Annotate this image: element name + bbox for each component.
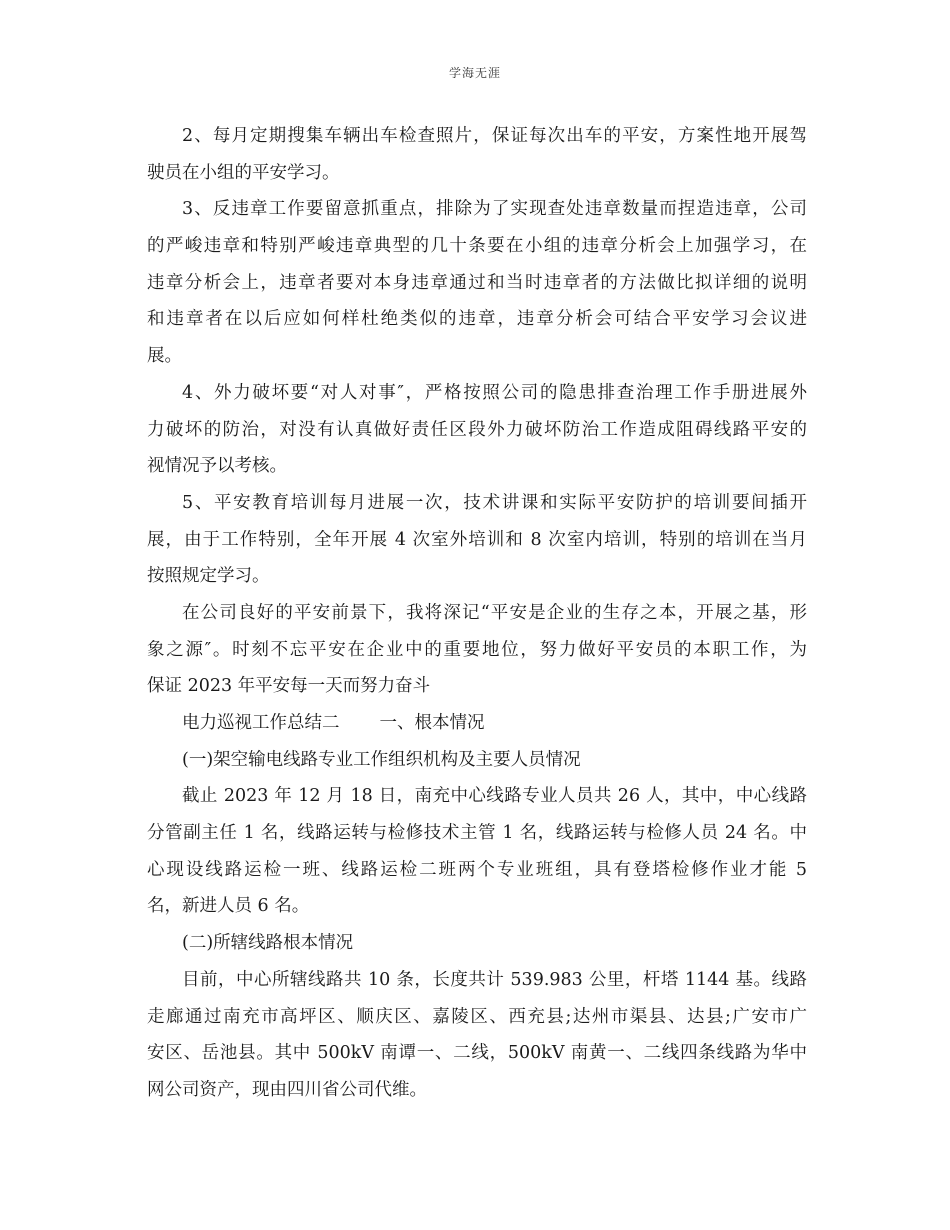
paragraph-line: 力破坏的防治，对没有认真做好责任区段外力破坏防治工作造成阻碍线路平安的: [147, 419, 807, 440]
paragraph-line: 2、每月定期搜集车辆出车检查照片，保证每次出车的平安，方案性地开展驾: [182, 126, 807, 146]
paragraph-line: 目前，中心所辖线路共 10 条，长度共计 539.983 公里，杆塔 1144 基。线路: [182, 969, 807, 990]
paragraph-line: 在公司良好的平安前景下，我将深记“平安是企业的生存之本，开展之基，形: [182, 602, 807, 623]
paragraph-line: 名，新进人员 6 名。: [147, 896, 310, 917]
paragraph-line: 走廊通过南充市高坪区、顺庆区、嘉陵区、西充县;达州市渠县、达县;广安市广: [147, 1006, 807, 1027]
paragraph-line: 5、平安教育培训每月进展一次，技术讲课和实际平安防护的培训要间插开: [182, 492, 807, 513]
section-subtitle: 一、根本情况: [379, 713, 485, 733]
paragraph-line: 4、外力破坏要“对人对事″，严格按照公司的隐患排查治理工作手册进展外: [182, 382, 807, 403]
paragraph-line: 网公司资产，现由四川省公司代维。: [147, 1079, 427, 1100]
document-body: [147, 118, 807, 1109]
paragraph-line: 截止 2023 年 12 月 18 日，南充中心线路专业人员共 26 人，其中，中心线路: [182, 786, 807, 807]
subsection-heading: (一)架空输电线路专业工作组织机构及主要人员情况: [182, 749, 581, 770]
paragraph-line: 和违章者在以后应如何样杜绝类似的违章，违章分析会可结合平安学习会议进: [147, 309, 807, 330]
paragraph-line: 的严峻违章和特别严峻违章典型的几十条要在小组的违章分析会上加强学习，在: [147, 236, 807, 257]
subsection-heading: (二)所辖线路根本情况: [182, 933, 354, 954]
paragraph-line: 展，由于工作特别，全年开展 4 次室外培训和 8 次室内培训，特别的培训在当月: [147, 529, 807, 550]
paragraph-line: 按照规定学习。: [147, 566, 270, 587]
paragraph-line: 保证 2023 年平安每一天而努力奋斗: [147, 676, 431, 697]
page-header: 学海无涯: [448, 66, 501, 80]
section-heading-line: [147, 705, 807, 742]
paragraph-line: 展。: [147, 346, 182, 367]
paragraph-line: 驶员在小组的平安学习。: [147, 162, 340, 183]
paragraph-line: 分管副主任 1 名，线路运转与检修技术主管 1 名，线路运转与检修人员 24 名。中: [147, 823, 807, 844]
section-title: 电力巡视工作总结二: [182, 713, 340, 733]
paragraph-line: 象之源″。时刻不忘平安在企业中的重要地位，努力做好平安员的本职工作，为: [147, 639, 807, 660]
paragraph-line: 心现设线路运检一班、线路运检二班两个专业班组，具有登塔检修作业才能 5: [147, 859, 807, 880]
paragraph-line: 3、反违章工作要留意抓重点，排除为了实现查处违章数量而捏造违章，公司: [182, 199, 807, 220]
paragraph-line: 违章分析会上，违章者要对本身违章通过和当时违章者的方法做比拟详细的说明: [147, 272, 807, 293]
paragraph-line: 安区、岳池县。其中 500kV 南谭一、二线，500kV 南黄一、二线四条线路为华中: [147, 1043, 807, 1064]
paragraph-line: 视情况予以考核。: [147, 456, 287, 477]
